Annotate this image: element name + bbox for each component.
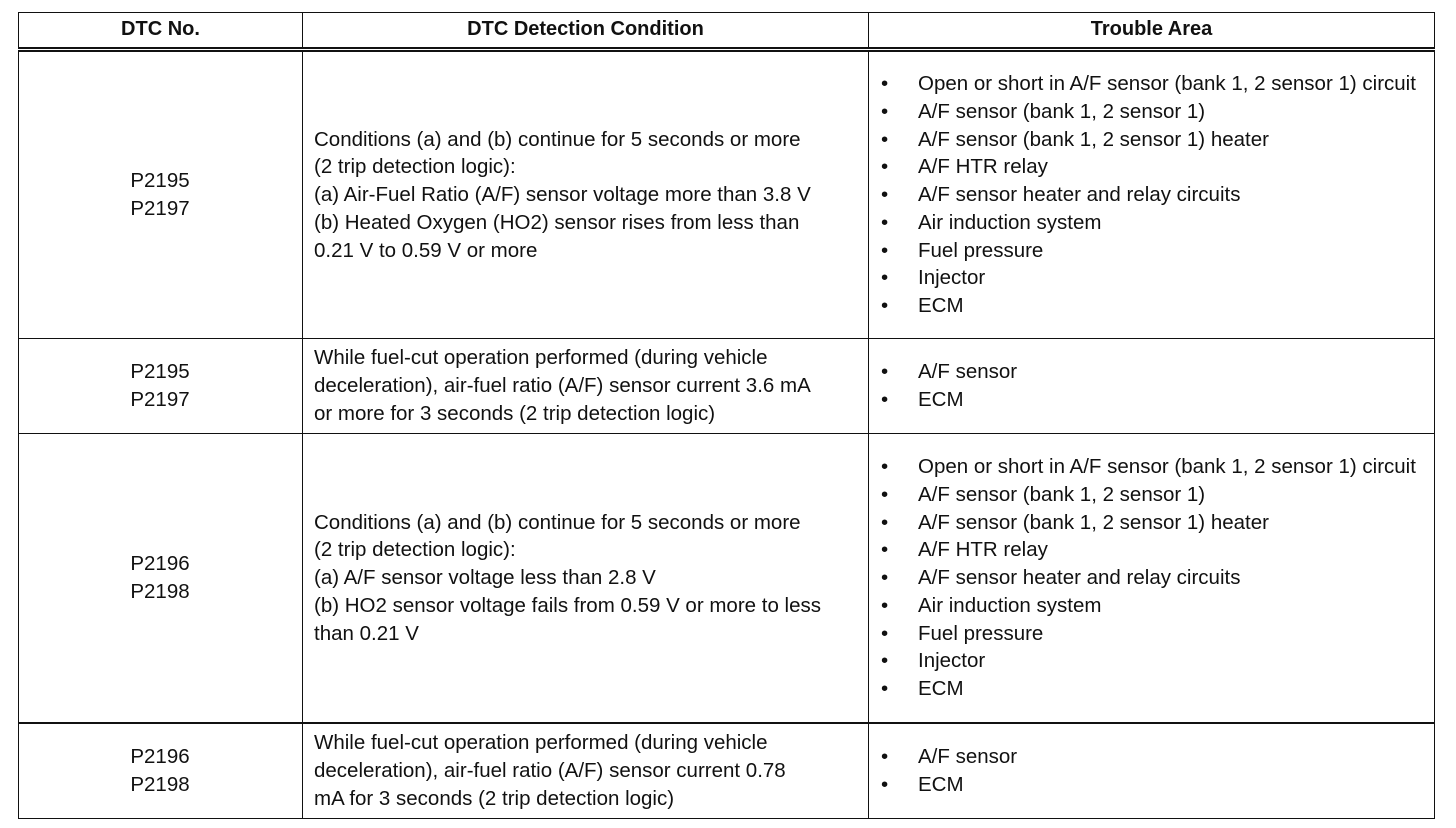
dtc-code: P2198 bbox=[130, 580, 190, 603]
condition-line: or more for 3 seconds (2 trip detection logic) bbox=[314, 401, 716, 425]
trouble-area-cell bbox=[869, 339, 1435, 434]
condition-line: (b) Heated Oxygen (HO2) sensor rises from less than bbox=[314, 210, 800, 234]
bullet-icon: • bbox=[881, 71, 889, 95]
bullet-icon: • bbox=[881, 482, 889, 506]
list-item bbox=[879, 292, 1426, 320]
bullet-icon: • bbox=[881, 745, 889, 769]
list-item bbox=[879, 237, 1426, 265]
list-item bbox=[879, 358, 1426, 386]
list-item bbox=[879, 509, 1426, 537]
trouble-area-text: Fuel pressure bbox=[918, 621, 1044, 645]
detection-condition-cell bbox=[303, 434, 869, 724]
list-item bbox=[879, 98, 1426, 126]
condition-line: (a) Air-Fuel Ratio (A/F) sensor voltage more than 3.8 V bbox=[314, 183, 811, 207]
trouble-area-list bbox=[879, 70, 1426, 320]
list-item bbox=[879, 153, 1426, 181]
trouble-area-list bbox=[879, 453, 1426, 703]
trouble-area-text: Air induction system bbox=[918, 210, 1102, 234]
bullet-icon: • bbox=[881, 593, 889, 617]
trouble-area-text: ECM bbox=[918, 294, 964, 318]
trouble-area-text: ECM bbox=[918, 773, 964, 796]
bullet-icon: • bbox=[881, 210, 889, 234]
bullet-icon: • bbox=[881, 238, 889, 262]
trouble-area-cell bbox=[869, 50, 1435, 339]
dtc-code: P2196 bbox=[130, 745, 190, 769]
dtc-code-cell bbox=[19, 723, 303, 819]
detection-condition-cell bbox=[303, 50, 869, 339]
condition-line: than 0.21 V bbox=[314, 621, 419, 645]
bullet-icon: • bbox=[881, 388, 889, 411]
condition-line: deceleration), air-fuel ratio (A/F) sensor current 0.78 bbox=[314, 759, 786, 783]
trouble-area-text: ECM bbox=[918, 388, 964, 411]
bullet-icon: • bbox=[881, 649, 889, 673]
dtc-code: P2197 bbox=[130, 197, 190, 220]
list-item bbox=[879, 70, 1426, 98]
trouble-area-text: A/F sensor bbox=[918, 745, 1018, 769]
header-trouble-area: Trouble Area bbox=[869, 13, 1435, 50]
bullet-icon: • bbox=[881, 266, 889, 290]
bullet-icon: • bbox=[881, 127, 889, 151]
bullet-icon: • bbox=[881, 183, 889, 207]
dtc-code: P2198 bbox=[130, 773, 190, 796]
trouble-area-text: A/F sensor (bank 1, 2 sensor 1) bbox=[918, 482, 1206, 506]
table-row bbox=[19, 723, 1435, 819]
condition-line: (2 trip detection logic): bbox=[314, 538, 516, 562]
bullet-icon: • bbox=[881, 454, 889, 478]
trouble-area-text: A/F sensor (bank 1, 2 sensor 1) heater bbox=[918, 127, 1269, 151]
trouble-area-text: Injector bbox=[918, 649, 986, 673]
bullet-icon: • bbox=[881, 677, 889, 701]
bullet-icon: • bbox=[881, 621, 889, 645]
trouble-area-cell bbox=[869, 434, 1435, 724]
trouble-area-text: Fuel pressure bbox=[918, 238, 1044, 262]
list-item bbox=[879, 181, 1426, 209]
bullet-icon: • bbox=[881, 510, 889, 534]
dtc-code: P2197 bbox=[130, 388, 190, 411]
table-row bbox=[19, 434, 1435, 724]
bullet-icon: • bbox=[881, 294, 889, 318]
detection-condition-cell bbox=[303, 339, 869, 434]
list-item bbox=[879, 592, 1426, 620]
condition-line: While fuel-cut operation performed (during vehicle bbox=[314, 346, 768, 370]
dtc-code: P2195 bbox=[130, 360, 190, 384]
list-item bbox=[879, 647, 1426, 675]
trouble-area-list bbox=[879, 743, 1426, 799]
trouble-area-text: A/F sensor heater and relay circuits bbox=[918, 566, 1241, 590]
trouble-area-text: A/F sensor (bank 1, 2 sensor 1) heater bbox=[918, 510, 1269, 534]
condition-line: (2 trip detection logic): bbox=[314, 155, 516, 179]
bullet-icon: • bbox=[881, 566, 889, 590]
trouble-area-text: A/F HTR relay bbox=[918, 155, 1048, 179]
list-item bbox=[879, 209, 1426, 237]
header-row bbox=[19, 13, 1435, 50]
trouble-area-text: A/F sensor heater and relay circuits bbox=[918, 183, 1241, 207]
list-item bbox=[879, 126, 1426, 154]
list-item bbox=[879, 771, 1426, 799]
dtc-code: P2195 bbox=[130, 169, 190, 193]
bullet-icon: • bbox=[881, 99, 889, 123]
dtc-code: P2196 bbox=[130, 552, 190, 576]
bullet-icon: • bbox=[881, 155, 889, 179]
trouble-area-cell bbox=[869, 723, 1435, 819]
trouble-area-text: A/F HTR relay bbox=[918, 538, 1048, 562]
header-condition: DTC Detection Condition bbox=[303, 13, 869, 50]
list-item bbox=[879, 564, 1426, 592]
trouble-area-text: A/F sensor (bank 1, 2 sensor 1) bbox=[918, 99, 1206, 123]
trouble-area-text: Open or short in A/F sensor (bank 1, 2 sensor 1) circuit bbox=[918, 454, 1416, 478]
bullet-icon: • bbox=[881, 773, 889, 796]
dtc-table bbox=[18, 12, 1435, 819]
trouble-area-text: ECM bbox=[918, 677, 964, 701]
bullet-icon: • bbox=[881, 538, 889, 562]
dtc-code-cell bbox=[19, 50, 303, 339]
list-item bbox=[879, 264, 1426, 292]
condition-line: While fuel-cut operation performed (during vehicle bbox=[314, 731, 768, 755]
list-item bbox=[879, 675, 1426, 703]
condition-line: deceleration), air-fuel ratio (A/F) sensor current 3.6 mA bbox=[314, 374, 811, 398]
dtc-code-cell bbox=[19, 434, 303, 724]
list-item bbox=[879, 536, 1426, 564]
trouble-area-text: Injector bbox=[918, 266, 986, 290]
dtc-code-cell bbox=[19, 339, 303, 434]
table-row bbox=[19, 50, 1435, 339]
detection-condition-cell bbox=[303, 723, 869, 819]
condition-line: 0.21 V to 0.59 V or more bbox=[314, 238, 538, 262]
condition-line: mA for 3 seconds (2 trip detection logic) bbox=[314, 786, 675, 810]
list-item bbox=[879, 620, 1426, 648]
condition-line: (a) A/F sensor voltage less than 2.8 V bbox=[314, 566, 656, 590]
condition-line: Conditions (a) and (b) continue for 5 seconds or more bbox=[314, 127, 801, 151]
list-item bbox=[879, 743, 1426, 771]
header-dtc-no: DTC No. bbox=[19, 13, 303, 50]
trouble-area-text: Open or short in A/F sensor (bank 1, 2 sensor 1) circuit bbox=[918, 71, 1416, 95]
condition-line: (b) HO2 sensor voltage fails from 0.59 V or more to less bbox=[314, 593, 822, 617]
bullet-icon: • bbox=[881, 360, 889, 384]
table-row bbox=[19, 339, 1435, 434]
list-item bbox=[879, 453, 1426, 481]
list-item bbox=[879, 481, 1426, 509]
trouble-area-text: A/F sensor bbox=[918, 360, 1018, 384]
list-item bbox=[879, 386, 1426, 414]
trouble-area-text: Air induction system bbox=[918, 593, 1102, 617]
condition-line: Conditions (a) and (b) continue for 5 seconds or more bbox=[314, 510, 801, 534]
trouble-area-list bbox=[879, 358, 1426, 414]
